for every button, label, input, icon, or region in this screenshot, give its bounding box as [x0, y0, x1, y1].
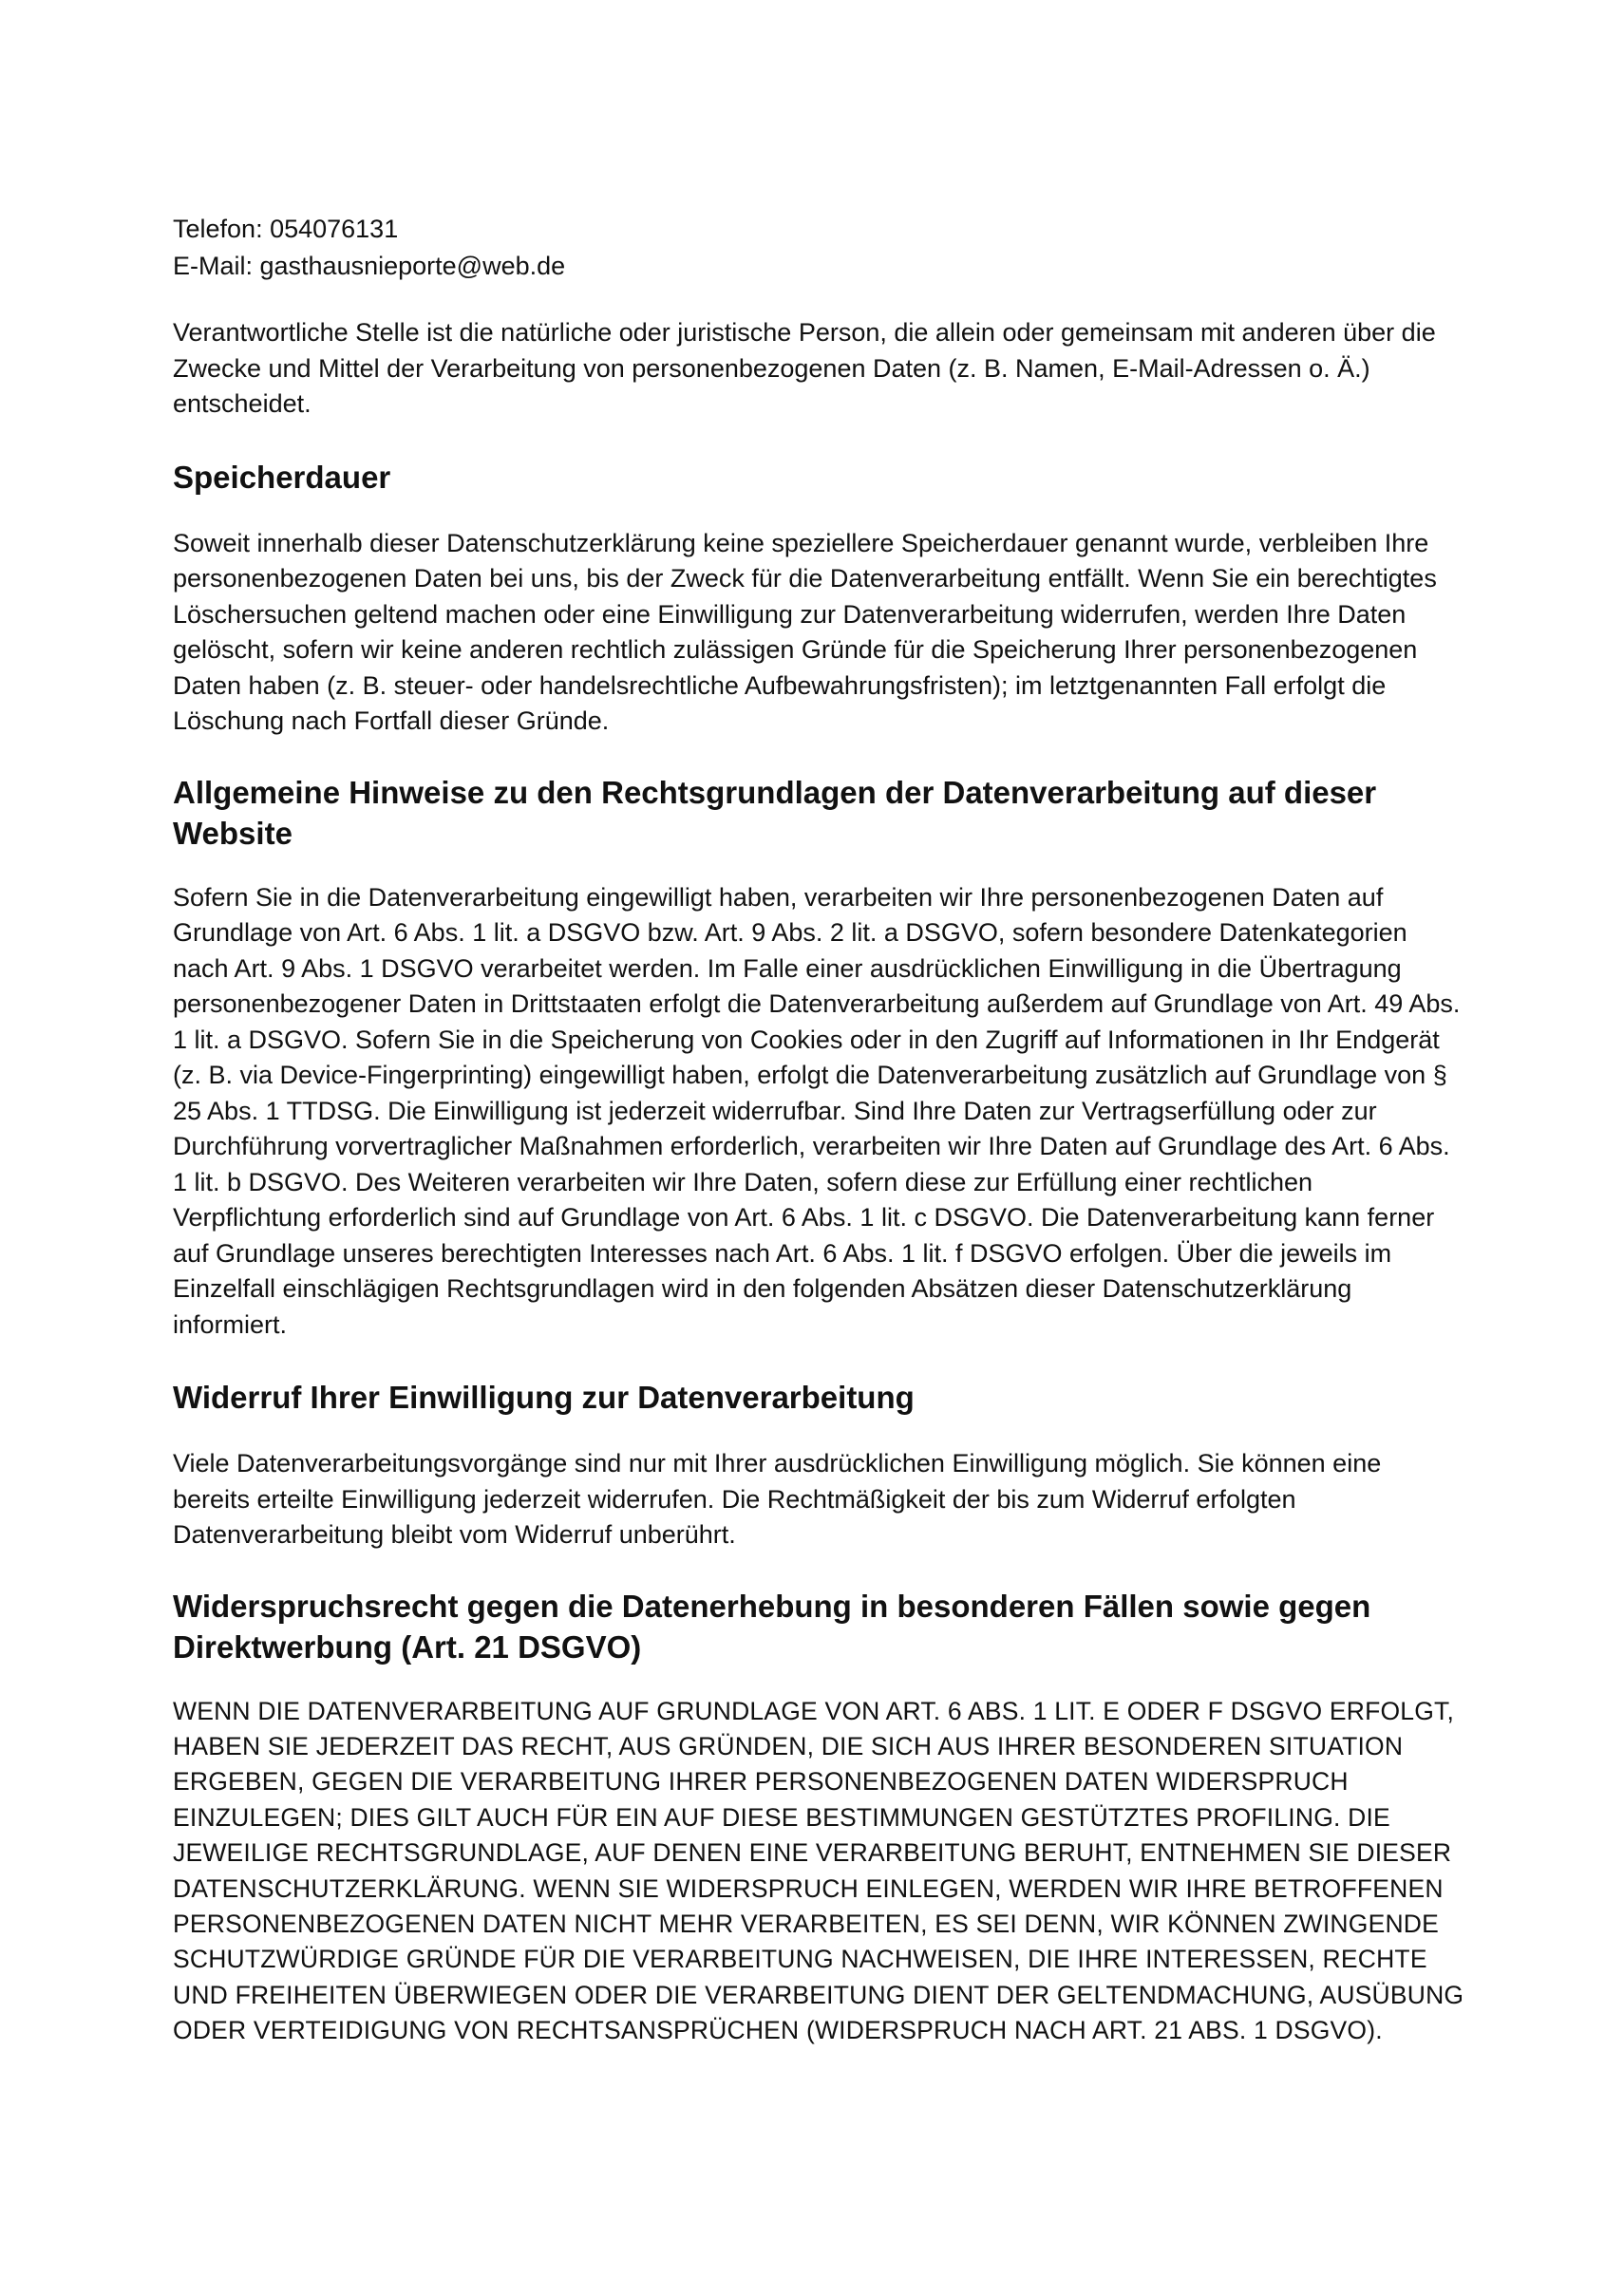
- objection-heading: Widerspruchsrecht gegen die Datenerhebung in besonderen Fällen sowie gegen Direktwerbung (Art. 21 DSGVO): [173, 1588, 1371, 1665]
- revocation-heading: Widerruf Ihrer Einwilligung zur Datenverarbeitung: [173, 1380, 915, 1415]
- document-page: [173, 211, 1464, 2049]
- responsible-party-paragraph: Verantwortliche Stelle ist die natürliche oder juristische Person, die allein oder gemeinsam mit anderen über die Zwecke und Mittel der Verarbeitung von personenbezogenen Daten (z. B. Namen, E-Mail-Adressen o. Ä.) entscheidet.: [173, 318, 1436, 418]
- storage-duration-paragraph: Soweit innerhalb dieser Datenschutzerklärung keine speziellere Speicherdauer genannt wurde, verbleiben Ihre personenbezogenen Daten bei uns, bis der Zweck für die Datenverarbeitung entfällt. Wenn Sie ein berechtigtes Löschersuchen geltend machen oder eine Einwilligung zur Datenverarbeitung widerrufen, werden Ihre Daten gelöscht, sofern wir keine anderen rechtlich zulässigen Gründe für die Speicherung Ihrer personenbezogenen Daten haben (z. B. steuer- oder handelsrechtliche Aufbewahrungsfristen); im letztgenannten Fall erfolgt die Löschung nach Fortfall dieser Gründe.: [173, 528, 1437, 735]
- storage-duration-heading: Speicherdauer: [173, 459, 391, 495]
- objection-paragraph: WENN DIE DATENVERARBEITUNG AUF GRUNDLAGE VON ART. 6 ABS. 1 LIT. E ODER F DSGVO ERFOLGT, HABEN SIE JEDERZEIT DAS RECHT, AUS GRÜNDEN, DIE SICH AUS IHRER BESONDEREN SITUATION ERGEBEN, GEGEN DIE VERARBEITUNG IHRER PERSONENBEZOGENEN DATEN WIDERSPRUCH EINZULEGEN; DIES GILT AUCH FÜR EIN AUF DIESE BESTIMMUNGEN GESTÜTZTES PROFILING. DIE JEWEILIGE RECHTSGRUNDLAGE, AUF DENEN EINE VERARBEITUNG BERUHT, ENTNEHMEN SIE DIESER DATENSCHUTZERKLÄRUNG. WENN SIE WIDERSPRUCH EINLEGEN, WERDEN WIR IHRE BETROFFENEN PERSONENBEZOGENEN DATEN NICHT MEHR VERARBEITEN, ES SEI DENN, WIR KÖNNEN ZWINGENDE SCHUTZWÜRDIGE GRÜNDE FÜR DIE VERARBEITUNG NACHWEISEN, DIE IHRE INTERESSEN, RECHTE UND FREIHEITEN ÜBERWIEGEN ODER DIE VERARBEITUNG DIENT DER GELTENDMACHUNG, AUSÜBUNG ODER VERTEIDIGUNG VON RECHTSANSPRÜCHEN (WIDERSPRUCH NACH ART. 21 ABS. 1 DSGVO).: [173, 1696, 1464, 2045]
- legal-basis-paragraph: Sofern Sie in die Datenverarbeitung eingewilligt haben, verarbeiten wir Ihre personenbezogenen Daten auf Grundlage von Art. 6 Abs. 1 lit. a DSGVO bzw. Art. 9 Abs. 2 lit. a DSGVO, sofern besondere Datenkategorien nach Art. 9 Abs. 1 DSGVO verarbeitet werden. Im Falle einer ausdrücklichen Einwilligung in die Übertragung personenbezogener Daten in Drittstaaten erfolgt die Datenverarbeitung außerdem auf Grundlage von Art. 49 Abs. 1 lit. a DSGVO. Sofern Sie in die Speicherung von Cookies oder in den Zugriff auf Informationen in Ihr Endgerät (z. B. via Device-Fingerprinting) eingewilligt haben, erfolgt die Datenverarbeitung zusätzlich auf Grundlage von § 25 Abs. 1 TTDSG. Die Einwilligung ist jederzeit widerrufbar. Sind Ihre Daten zur Vertragserfüllung oder zur Durchführung vorvertraglicher Maßnahmen erforderlich, verarbeiten wir Ihre Daten auf Grundlage des Art. 6 Abs. 1 lit. b DSGVO. Des Weiteren verarbeiten wir Ihre Daten, sofern diese zur Erfüllung einer rechtlichen Verpflichtung erforderlich sind auf Grundlage von Art. 6 Abs. 1 lit. c DSGVO. Die Datenverarbeitung kann ferner auf Grundlage unseres berechtigten Interesses nach Art. 6 Abs. 1 lit. f DSGVO erfolgen. Über die jeweils im Einzelfall einschlägigen Rechtsgrundlagen wird in den folgenden Absätzen dieser Datenschutzerklärung informiert.: [173, 882, 1461, 1339]
- revocation-paragraph: Viele Datenverarbeitungsvorgänge sind nur mit Ihrer ausdrücklichen Einwilligung möglich. Sie können eine bereits erteilte Einwilligung jederzeit widerrufen. Die Rechtmäßigkeit der bis zum Widerruf erfolgten Datenverarbeitung bleibt vom Widerruf unberührt.: [173, 1449, 1382, 1549]
- legal-basis-heading: Allgemeine Hinweise zu den Rechtsgrundlagen der Datenverarbeitung auf dieser Website: [173, 774, 1377, 851]
- contact-email: E-Mail: gasthausnieporte@web.de: [173, 252, 566, 280]
- contact-phone: Telefon: 054076131: [173, 215, 399, 243]
